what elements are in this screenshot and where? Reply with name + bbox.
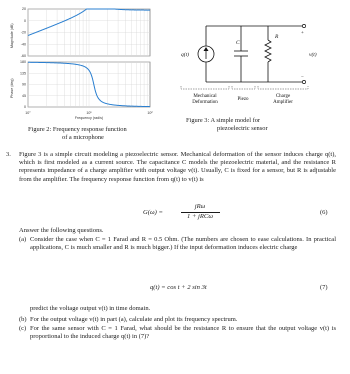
mechanical-label-2: Deformation	[192, 100, 218, 105]
x-axis-label: Frequency (rad/s)	[74, 116, 104, 120]
part-c	[19, 325, 336, 341]
figure-3-caption-line-2: piezoelectric sensor	[217, 125, 268, 133]
figure-2-bode-plot	[0, 0, 160, 125]
capacitor-label: C	[236, 40, 240, 46]
figure-3-caption-line-1: Figure 3: A simple model for	[186, 117, 261, 124]
figure-2-caption	[28, 126, 178, 142]
problem-3	[6, 151, 336, 184]
part-c-text: For the same sensor with C = 1 Farad, what should be the resistance R to ensure that the output voltage v(t) is proportional to the induced charge q(t) in (7)?	[30, 325, 336, 341]
eq7-body: q(t) = cos t + 2 sin 3t	[150, 284, 207, 291]
output-minus-sign: −	[301, 75, 304, 80]
x-tick-0: 10°	[25, 111, 31, 115]
part-a-after: predict the voltage output v(t) in time domain.	[30, 305, 151, 312]
mechanical-label-1: Mechanical	[193, 94, 217, 99]
eq6-lhs: G(ω) =	[143, 209, 163, 216]
problem-paragraph: Figure 3 is a simple circuit modeling a piezoelectric sensor. Mechanical deformation of the sensor induces charge q(t), which is first modeled as a current source. The capacitance C models the piezoelectric material, and the resistance R represents impedance of a charge amplifier with output voltage v(t). Usually, C is fixed for a sensor, but R is adjustable from the amplifier. The frequency response function from q(t) to v(t) is	[19, 151, 336, 183]
magnitude-axis-label: Magnitude (dB)	[10, 23, 14, 48]
bode-plot-svg	[0, 0, 160, 125]
charge-label-1: Charge	[275, 94, 291, 99]
part-a-text: Consider the case when C = 1 Farad and R = 0.5 Ohm. (The numbers are chosen to ease calculations. In practical applications, C is much smaller and R is much bigger.) If the input deformation induces electric charge	[30, 236, 336, 252]
x-tick-2: 10²	[147, 111, 153, 115]
resistor-label: R	[275, 34, 279, 40]
source-label: q(t)	[181, 52, 189, 58]
circuit-svg	[175, 8, 350, 128]
phase-tick-4: 0	[24, 105, 26, 110]
magnitude-tick-1: 0	[24, 18, 26, 23]
part-b-label: (b)	[19, 316, 27, 323]
piezo-label: Piezo	[237, 97, 249, 102]
voltage-label: v(t)	[309, 52, 317, 58]
charge-label-2: Amplifier	[273, 100, 293, 105]
equation-7	[0, 284, 350, 296]
x-tick-1: 10¹	[86, 111, 92, 115]
output-plus-sign: +	[301, 31, 304, 36]
eq6-denominator: 1 + jRCω	[187, 213, 213, 220]
eq6-tag: (6)	[320, 209, 328, 216]
phase-tick-2: 90	[22, 82, 26, 87]
magnitude-tick-3: -40	[20, 42, 26, 47]
part-a	[19, 236, 336, 252]
eq7-tag: (7)	[320, 284, 328, 291]
eq6-numerator: jRω	[194, 203, 206, 210]
equation-6	[0, 203, 350, 225]
figure-3-caption	[186, 117, 346, 133]
part-b	[19, 316, 336, 324]
problem-number: 3.	[6, 151, 11, 158]
phase-tick-1: 135	[20, 71, 26, 76]
phase-axis-label: Phase (deg)	[10, 78, 14, 98]
phase-tick-3: 45	[22, 93, 26, 98]
part-a-label: (a)	[19, 236, 27, 243]
output-terminal-top	[302, 24, 305, 27]
answer-intro: Answer the following questions.	[19, 227, 104, 234]
figure-2-caption-line-1: Figure 2: Frequency response function	[28, 126, 127, 133]
magnitude-tick-4: -60	[20, 54, 26, 59]
figure-3-circuit	[175, 8, 350, 128]
magnitude-tick-2: -20	[20, 30, 26, 35]
phase-tick-0: 180	[20, 60, 26, 65]
part-b-text: For the output voltage v(t) in part (a), calculate and plot its frequency spectrum.	[30, 316, 238, 323]
figure-2-caption-line-2: of a microphone	[62, 134, 104, 142]
output-terminal-bottom	[302, 80, 305, 83]
part-c-label: (c)	[19, 325, 27, 332]
magnitude-tick-0: 20	[22, 7, 26, 12]
